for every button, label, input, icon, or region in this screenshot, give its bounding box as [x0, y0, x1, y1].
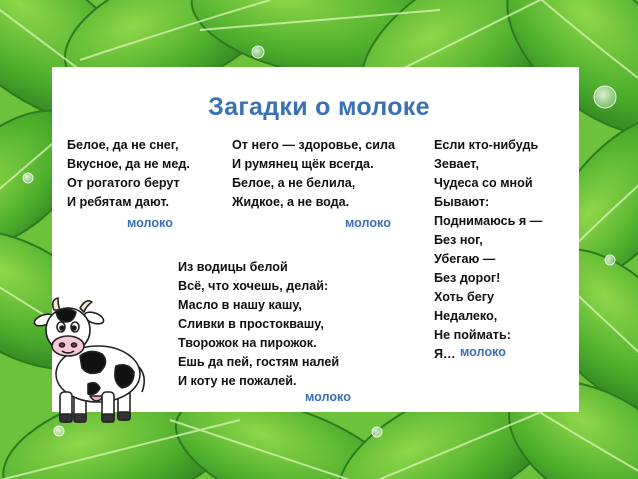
riddle-line: Поднимаюсь я —	[434, 214, 543, 228]
riddle-4	[178, 258, 339, 391]
riddle-1	[67, 136, 190, 212]
riddle-line: Без дорог!	[434, 271, 501, 285]
riddle-line: Масло в нашу кашу,	[178, 298, 302, 312]
riddle-line: Сливки в простоквашу,	[178, 317, 324, 331]
riddle-line: Если кто-нибудь	[434, 138, 539, 152]
riddle-line: Недалеко,	[434, 309, 498, 323]
riddle-line: Всё, что хочешь, делай:	[178, 279, 329, 293]
riddle-line: Я…	[434, 347, 456, 361]
riddle-line: Вкусное, да не мед.	[67, 157, 190, 171]
riddle-line: Из водицы белой	[178, 260, 288, 274]
page-title: Загадки о молоке	[208, 93, 430, 121]
cow-icon	[30, 296, 150, 428]
riddle-line: Жидкое, а не вода.	[232, 195, 350, 209]
riddle-line: От рогатого берут	[67, 176, 180, 190]
riddle-line: Творожок на пирожок.	[178, 336, 317, 350]
riddle-line: Без ног,	[434, 233, 483, 247]
riddle-line: Чудеса со мной	[434, 176, 533, 190]
riddle-answer: молоко	[305, 390, 351, 404]
riddle-line: И ребятам дают.	[67, 195, 170, 209]
riddle-line: Белое, да не снег,	[67, 138, 179, 152]
riddle-line: И коту не пожалей.	[178, 374, 297, 388]
riddle-answer: молоко	[460, 345, 506, 359]
riddle-3	[434, 136, 542, 364]
riddle-line: От него — здоровье, сила	[232, 138, 396, 152]
riddle-answer: молоко	[127, 216, 173, 230]
riddle-line: Белое, а не белила,	[232, 176, 356, 190]
riddle-line: Не поймать:	[434, 328, 511, 342]
riddle-line: Бывают:	[434, 195, 490, 209]
riddle-2	[232, 136, 395, 212]
riddle-answer: молоко	[345, 216, 391, 230]
riddle-line: И румянец щёк всегда.	[232, 157, 374, 171]
riddle-line: Хоть бегу	[434, 290, 495, 304]
riddle-line: Ешь да пей, гостям налей	[178, 355, 340, 369]
riddle-line: Убегаю —	[434, 252, 496, 266]
riddle-line: Зевает,	[434, 157, 480, 171]
